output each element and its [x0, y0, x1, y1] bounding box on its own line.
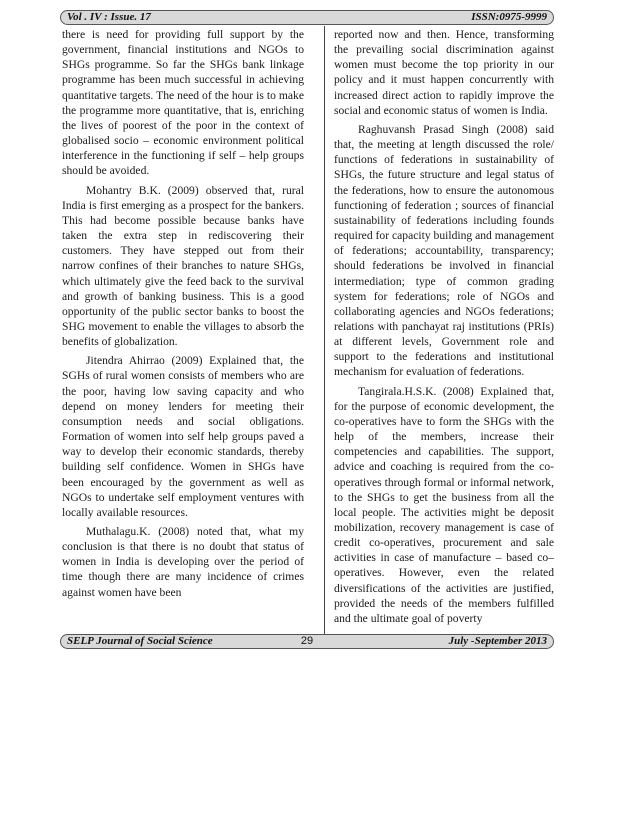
issue-date: July -September 2013 — [448, 635, 547, 647]
page-footer — [60, 634, 554, 649]
right-column — [334, 27, 554, 626]
journal-name: SELP Journal of Social Science — [67, 635, 213, 647]
paragraph: Muthalagu.K. (2008) noted that, what my conclusion is that there is no doubt that status of women in India is developing over the period of time though there are many incidence of crimes against women have been — [62, 525, 304, 599]
paragraph: Jitendra Ahirrao (2009) Explained that, the SGHs of rural women consists of members who are the poor, having low saving capacity and who depend on money lenders for meeting their consumption needs and social obligations. Formation of women into self help groups paved a way to develop their economic standards, thereby building self confidence. Women in SHGs have been encouraged by the government as well as NGOs to undertake self employment ventures with locally available resources. — [62, 354, 304, 519]
left-column — [62, 27, 304, 600]
paragraph: Mohantry B.K. (2009) observed that, rural India is first emerging as a prospect for the bankers. This had become possible because banks have taken the extra step in rediscovering their customers. They have stepped out from their narrow confines of their branches to nature SHGs, which ultimately give the feed back to the survival and growth of banking business. This is a good opportunity of the public sector banks to boost the SHG movement to enable the villages to absorb the benefits of globalization. — [62, 183, 304, 349]
issn: ISSN:0975-9999 — [471, 11, 547, 23]
paragraph: Tangirala.H.S.K. (2008) Explained that, for the purpose of economic development, the co-operatives have to form the SHGs with the help of the members, increase their competencies and capabilities. The support, advice and coaching is required from the co-operatives through formal or informal network, to the SHGs to get the business from all the local people. The activities might be deposit mobilization, recovery management is case of credit co-operatives, procurement and sale activities in case of manufacture – based co–operatives. However, even the related diversifications of the activities are justified, provided the needs of the members fulfilled and the ultimate goal of poverty — [334, 384, 554, 625]
paragraph: Raghuvansh Prasad Singh (2008) said that, the meeting at length discussed the role/ functions of federations in sustainability of SHGs, the future structure and legal status of the federations, how to ensure the autonomous functioning of federation ; sources of financial sustainability of federations including founds required for capacity building and management of federations; accountability, transparency; should federations be involved in financial intermediation; type of common grading system for federations; role of NGOs and collaborating agencies and NGOs federations; relations with panchayat raj institutions (PRIs) at different levels, Government role and support to the federations and institutional mechanism for evaluation of federations. — [334, 122, 554, 379]
page-number: 29 — [300, 635, 314, 647]
paragraph: reported now and then. Hence, transforming the prevailing social discrimination against women must become the top priority in our policy and it must happen concurrently with increased direct action to rapidly improve the social and economic status of women is India. — [334, 28, 554, 117]
column-divider — [324, 26, 325, 634]
volume-issue: Vol . IV : Issue. 17 — [67, 11, 151, 23]
page-header — [60, 10, 554, 25]
paragraph: there is need for providing full support by the government, financial institutions and NGOs to SHGs programme. So far the SHGs bank linkage programme has been much successful in achieving quantitative targets. The need of the hour is to make the programme more quantitative, that is, enriching the lives of poorest of the poor in the context of globalised socio – economic environment political interference in the functioning if self – help groups should be avoided. — [62, 28, 304, 178]
